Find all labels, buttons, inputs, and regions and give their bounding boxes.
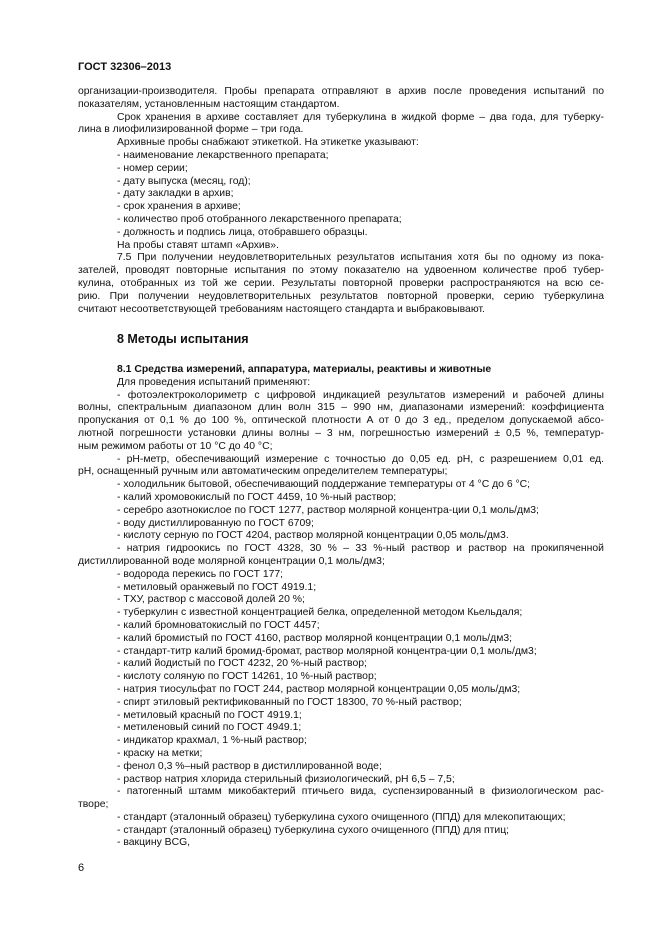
text-line: - вакцину BCG,: [117, 837, 191, 849]
text-line: кулина, отобранных из той же серии. Результаты повторной проверки распространяются на всю се-: [78, 277, 604, 289]
text-line: - ТХУ, раствор с массовой долей 20 %;: [117, 594, 305, 606]
text-line: - серебро азотнокислое по ГОСТ 1277, раствор молярной концентра-ции 0,1 моль/дм3;: [117, 504, 539, 516]
text-line: - метиленовый синий по ГОСТ 4949.1;: [117, 722, 302, 734]
page-number: 6: [78, 862, 85, 874]
text-line: - туберкулин с известной концентрацией белка, определенной методом Кьельдаля;: [117, 607, 523, 619]
document-header: ГОСТ 32306–2013: [78, 61, 172, 73]
text-line: лина в лиофилизированной форме – три года.: [78, 124, 304, 136]
text-line: Для проведения испытаний применяют:: [117, 376, 311, 388]
text-line: дистиллированной воде молярной концентрации 0,1 моль/дм3;: [78, 555, 385, 567]
text-line: зателей, проводят повторные испытания по этому показателю на удвоенном количестве проб тубер-: [78, 265, 604, 277]
text-line: - стандарт-титр калий бромид-бромат, раствор молярной концентра-ции 0,1 моль/дм3;: [117, 645, 537, 657]
text-line: На пробы ставят штамп «Архив».: [117, 239, 279, 251]
text-line: организации-производителя. Пробы препарата отправляют в архив после проведения испытаний по: [78, 86, 604, 97]
text-line: - фенол 0,3 %–ный раствор в дистиллированной воде;: [117, 760, 382, 772]
text-line: - краску на метки;: [117, 747, 203, 759]
text-line: рию. При получении неудовлетворительных результатов повторной проверки, серию туберкулина: [78, 290, 604, 302]
text-line: - кислоту серную по ГОСТ 4204, раствор молярной концентрации 0,05 моль/дм3.: [117, 530, 509, 542]
text-line: Архивные пробы снабжают этикеткой. На этикетке указывают:: [117, 137, 419, 149]
text-line: - калий хромовокислый по ГОСТ 4459, 10 %-ный раствор;: [117, 491, 397, 503]
text-line: лютной погрешности установки длины волны – 3 нм, погрешностью измерений ± 0,5 %, температур-: [78, 427, 604, 439]
text-line: - номер серии;: [117, 162, 188, 174]
text-line: - патогенный штамм микобактерий птичьего вида, суспензированный в физиологическом рас-: [117, 786, 604, 798]
text-line: - метиловый красный по ГОСТ 4919.1;: [117, 709, 302, 721]
text-line: считают несоответствующей требованиям настоящего стандарта и выбраковывают.: [78, 303, 485, 315]
text-line: показателям, установленным настоящим стандартом.: [78, 98, 340, 110]
text-line: - калий бромистый по ГОСТ 4160, раствор молярной концентрации 0,1 моль/дм3;: [117, 632, 513, 644]
test-methods-text: [78, 364, 604, 850]
text-line: ным режимом работы от 10 °С до 40 °С;: [78, 440, 273, 452]
text-line: - воду дистиллированную по ГОСТ 6709;: [117, 517, 314, 529]
text-line: - кислоту соляную по ГОСТ 14261, 10 %-ный раствор;: [117, 671, 377, 683]
archive-section-text: [78, 86, 604, 316]
text-line: 7.5 При получении неудовлетворительных результатов испытания хотя бы по одному из пока-: [117, 252, 604, 264]
text-line: пропускания от 0,1 % до 100 %, оптической плотности А от 0 до 3 ед., пределом допускаемой абсо-: [78, 415, 604, 427]
text-line: - натрия гидроокись по ГОСТ 4328, 30 % – 33 %-ный раствор и раствор на прокипяченной: [117, 543, 604, 555]
text-line: - метиловый оранжевый по ГОСТ 4919.1;: [117, 581, 317, 593]
text-line: - раствор натрия хлорида стерильный физиологический, рН 6,5 – 7,5;: [117, 773, 455, 785]
text-line: - калий йодистый по ГОСТ 4232, 20 %-ный раствор;: [117, 658, 367, 670]
text-line: Срок хранения в архиве составляет для туберкулина в жидкой форме – два года, для туберку-: [117, 111, 604, 123]
text-line: - срок хранения в архиве;: [117, 201, 241, 213]
text-line: - фотоэлектроколориметр с цифровой индикацией результатов измерений и рабочей длины: [117, 389, 604, 401]
text-line: - дату закладки в архив;: [117, 188, 234, 200]
text-line: - индикатор крахмал, 1 %-ный раствор;: [117, 735, 307, 747]
subsection-heading: 8.1 Средства измерений, аппаратура, материалы, реактивы и животные: [117, 364, 492, 375]
text-line: - стандарт (эталонный образец) туберкулина сухого очищенного (ППД) для млекопитающих;: [117, 811, 566, 823]
section-heading: 8 Методы испытания: [117, 332, 249, 346]
text-line: - рН-метр, обеспечивающий измерение с точностью до 0,05 ед. рН, с разрешением 0,01 ед.: [117, 453, 604, 465]
text-line: рН, оснащенный ручным или автоматическим определителем температуры;: [78, 466, 448, 478]
text-line: - водорода перекись по ГОСТ 177;: [117, 568, 284, 580]
text-line: - спирт этиловый ректификованный по ГОСТ 18300, 70 %-ный раствор;: [117, 696, 462, 708]
text-line: - стандарт (эталонный образец) туберкулина сухого очищенного (ППД) для птиц;: [117, 824, 510, 836]
text-line: - калий бромноватокислый по ГОСТ 4457;: [117, 619, 320, 631]
text-line: - количество проб отобранного лекарственного препарата;: [117, 213, 402, 225]
text-line: - натрия тиосульфат по ГОСТ 244, раствор молярной концентрации 0,05 моль/дм3;: [117, 683, 521, 695]
text-line: - наименование лекарственного препарата;: [117, 149, 329, 161]
text-line: волны, спектральным диапазоном длин волн 315 – 990 нм, диапазонами измерений: коэффициента: [78, 402, 604, 414]
text-line: - дату выпуска (месяц, год);: [117, 175, 251, 187]
text-line: - холодильник бытовой, обеспечивающий поддержание температуры от 4 °С до 6 °С;: [117, 479, 531, 491]
text-line: - должность и подпись лица, отобравшего образцы.: [117, 226, 368, 238]
text-line: творе;: [78, 799, 109, 811]
